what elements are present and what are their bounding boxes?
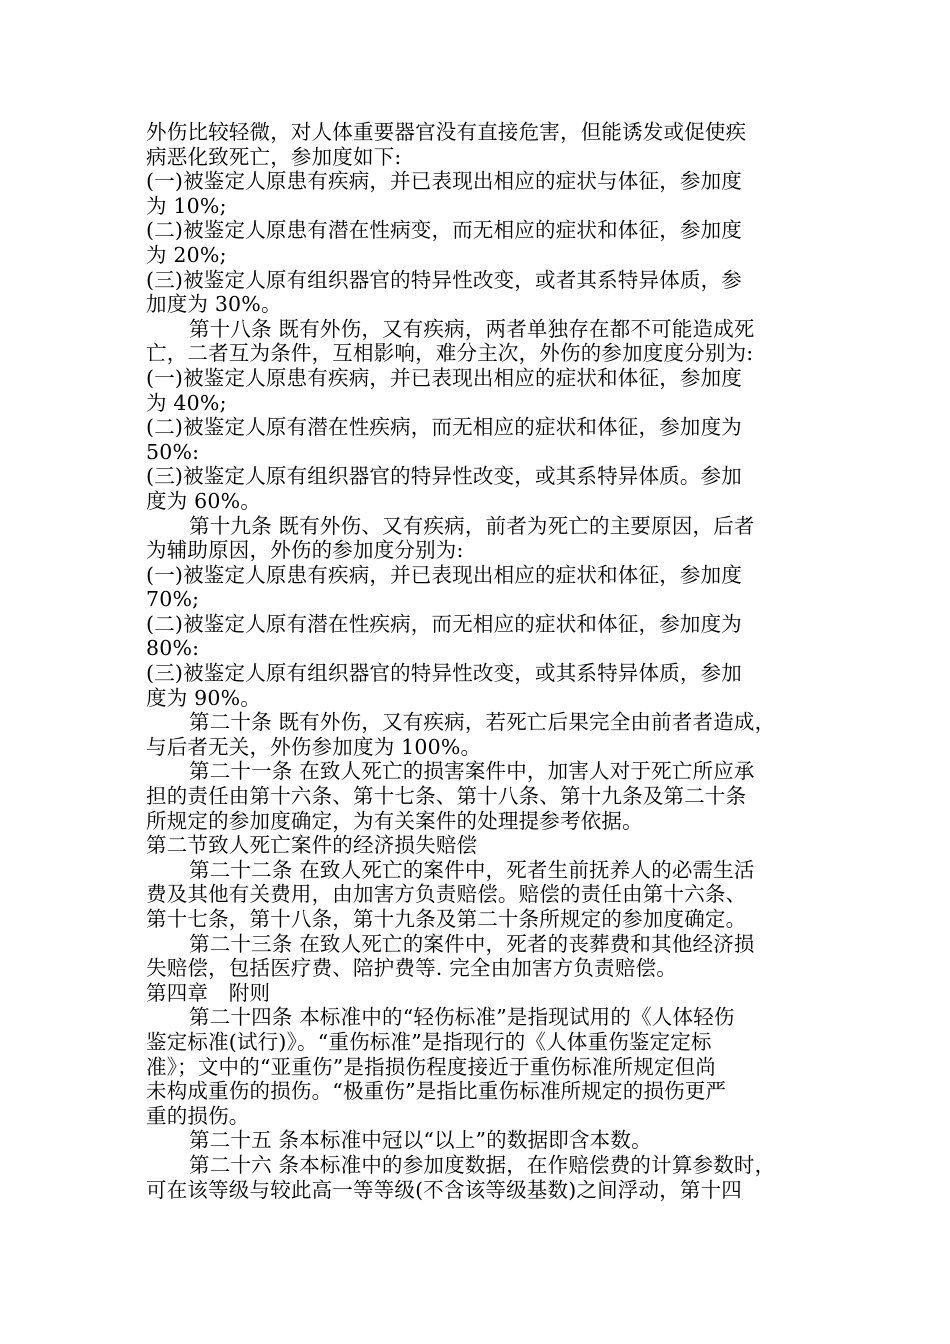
- text-line: 为 10%;: [146, 193, 227, 218]
- text-line: 担的责任由第十六条、第十七条、第十八条、第十九条及第二十条: [146, 784, 747, 809]
- text-line: 度为 90%。: [146, 685, 261, 710]
- text-line: (二)被鉴定人原患有潜在性病变，而无相应的症状和体征，参加度: [146, 218, 742, 243]
- text-line: (三)被鉴定人原有组织器官的特异性改变，或其系特异体质，参加: [146, 661, 742, 686]
- chapter-heading: 第四章 附则: [146, 980, 271, 1005]
- text-line: (一)被鉴定人原患有疾病，并已表现出相应的症状和体征，参加度: [146, 562, 742, 587]
- text-line: 重的损伤。: [146, 1103, 250, 1128]
- article-heading-line: 第二十三条 在致人死亡的案件中，死者的丧葬费和其他经济损: [189, 931, 755, 956]
- text-line: (三)被鉴定人原有组织器官的特异性改变，或者其系特异体质，参: [146, 267, 742, 292]
- text-line: (二)被鉴定人原有潜在性疾病，而无相应的症状和体征，参加度为: [146, 415, 742, 440]
- text-line: 外伤比较轻微，对人体重要器官没有直接危害，但能诱发或促使疾: [146, 120, 747, 144]
- text-line: (二)被鉴定人原有潜在性疾病，而无相应的症状和体征，参加度为: [146, 611, 742, 636]
- article-heading-line: 第十九条 既有外伤、又有疾病，前者为死亡的主要原因，后者: [189, 513, 755, 538]
- text-line: (一)被鉴定人原患有疾病，并已表现出相应的症状与体征，参加度: [146, 169, 742, 194]
- article-heading-line: 第二十五 条本标准中冠以“以上”的数据即含本数。: [189, 1128, 652, 1153]
- text-line: 70%;: [146, 587, 200, 612]
- text-line: 病恶化致死亡，参加度如下:: [146, 144, 402, 169]
- article-heading-line: 第二十二条 在致人死亡的案件中，死者生前抚养人的必需生活: [189, 857, 755, 882]
- article-heading-line: 第二十条 既有外伤，又有疾病，若死亡后果完全由前者者造成，: [189, 710, 776, 735]
- article-heading-line: 第十八条 既有外伤，又有疾病，两者单独存在都不可能造成死: [189, 316, 755, 341]
- article-heading-line: 第二十一条 在致人死亡的损害案件中，加害人对于死亡所应承: [189, 759, 755, 784]
- text-line: 与后者无关，外伤参加度为 100%。: [146, 734, 482, 759]
- text-line: 加度为 30%。: [146, 292, 282, 317]
- text-line: 费及其他有关费用，由加害方负责赔偿。赔偿的责任由第十六条、: [146, 882, 747, 907]
- text-line: 度为 60%。: [146, 488, 261, 513]
- text-line: 可在该等级与较此高一等等级(不含该等级基数)之间浮动，第十四: [146, 1177, 742, 1202]
- text-line: 所规定的参加度确定，为有关案件的处理提参考依据。: [146, 808, 643, 833]
- text-line: 鉴定标准(试行)》。“重伤标准”是指现行的《人体重伤鉴定定标: [146, 1029, 712, 1054]
- article-heading-line: 第二十四条 本标准中的“轻伤标准”是指现试用的《人体轻伤: [189, 1005, 735, 1030]
- text-line: (一)被鉴定人原患有疾病，并已表现出相应的症状和体征，参加度: [146, 365, 742, 390]
- text-line: 失赔偿，包括医疗费、陪护费等. 完全由加害方负责赔偿。: [146, 956, 677, 981]
- text-line: 未构成重伤的损伤。“极重伤”是指比重伤标准所规定的损伤更严: [146, 1079, 727, 1104]
- article-heading-line: 第二十六 条本标准中的参加度数据，在作赔偿费的计算参数时，: [189, 1152, 776, 1177]
- text-line: 为 40%;: [146, 390, 227, 415]
- text-line: 为 20%;: [146, 242, 227, 267]
- body-text: [146, 120, 822, 1202]
- text-line: 亡，二者互为条件，互相影响，难分主次，外伤的参加度度分别为:: [146, 341, 754, 366]
- text-line: 第十七条，第十八条，第十九条及第二十条所规定的参加度确定。: [146, 907, 747, 931]
- section-heading: 第二节致人死亡案件的经济损失赔偿: [146, 833, 478, 858]
- text-line: (三)被鉴定人原有组织器官的特异性改变，或其系特异体质。参加: [146, 464, 742, 489]
- text-line: 50%:: [146, 439, 200, 464]
- text-line: 80%:: [146, 636, 200, 661]
- text-line: 准》；文中的“亚重伤”是指损伤程度接近于重伤标准所规定但尚: [146, 1054, 717, 1079]
- text-line: 为辅助原因，外伤的参加度分别为:: [146, 538, 464, 563]
